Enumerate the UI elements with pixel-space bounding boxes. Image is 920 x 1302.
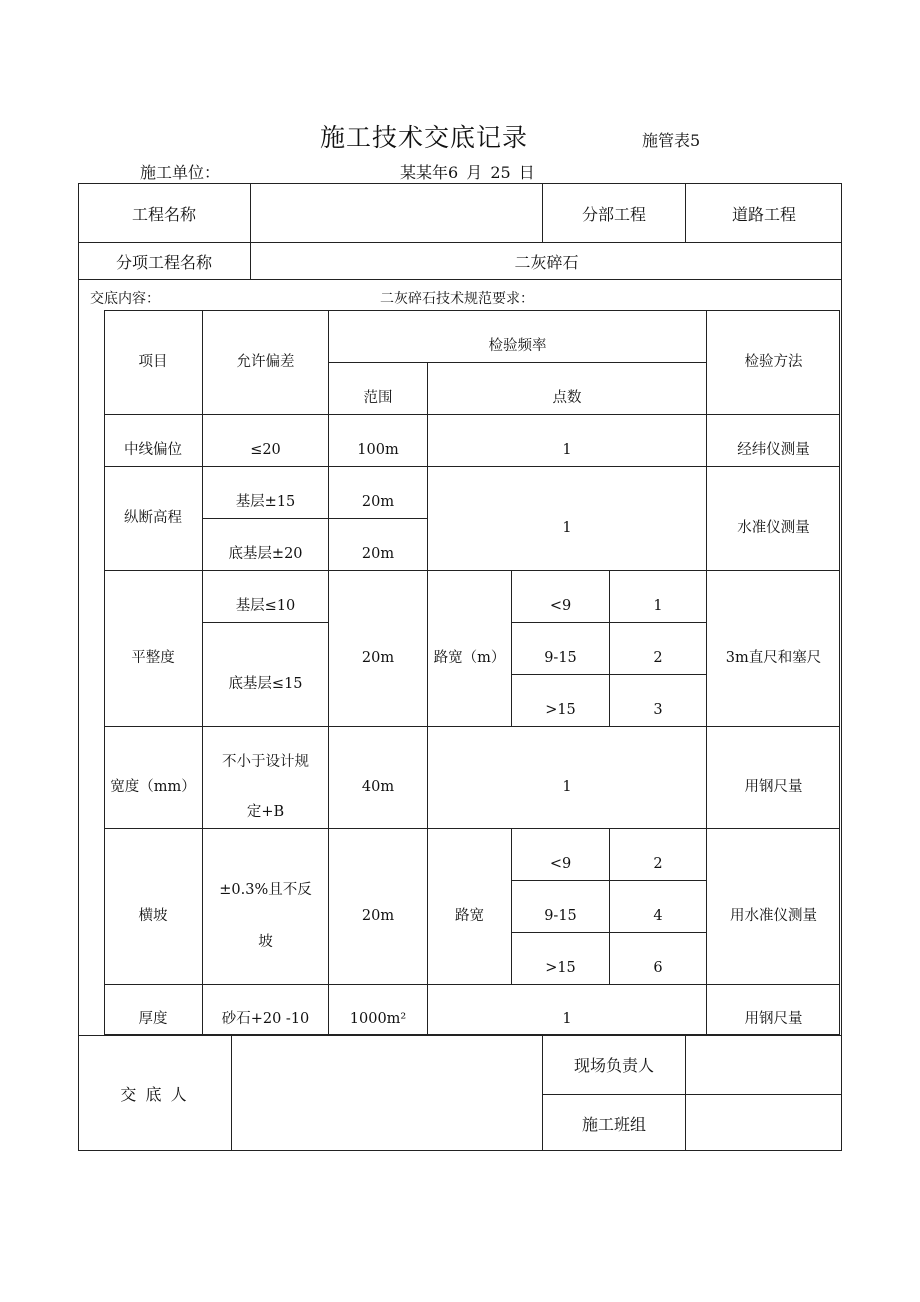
row-width-range: 40m bbox=[361, 778, 395, 795]
row-thickness-method: 用钢尺量 bbox=[744, 1011, 803, 1028]
row-slope-tol-line2: 坡 bbox=[258, 934, 273, 950]
item-name-label: 分项工程名称 bbox=[115, 252, 212, 272]
col-header-points: 点数 bbox=[552, 389, 582, 406]
row-thickness-tolerance: 砂石+20 -10 bbox=[221, 1011, 310, 1028]
row-width-item: 宽度（mm） bbox=[110, 778, 196, 795]
row-centerline-range: 100m bbox=[357, 441, 399, 458]
row-slope-method: 用水准仪测量 bbox=[730, 907, 817, 924]
row-flatness-width-1: <9 bbox=[549, 597, 572, 614]
row-elevation-points: 1 bbox=[562, 519, 572, 536]
row-flatness-item: 平整度 bbox=[131, 649, 175, 666]
row-flatness-tol-base: 基层≤10 bbox=[235, 597, 296, 614]
sub-project-value: 道路工程 bbox=[731, 204, 796, 224]
crew-label: 施工班组 bbox=[581, 1114, 646, 1134]
content-label: 交底内容： bbox=[90, 291, 160, 307]
page-title: 施工技术交底记录 bbox=[320, 123, 529, 152]
row-width-method: 用钢尺量 bbox=[744, 778, 803, 795]
row-slope-tol-line1: ±0.3%且不反 bbox=[219, 882, 312, 898]
row-thickness-item: 厚度 bbox=[138, 1011, 168, 1028]
date-text: 某某年6 月 25 日 bbox=[400, 163, 535, 182]
row-elevation-tol-subbase: 底基层±20 bbox=[228, 545, 303, 562]
col-header-frequency: 检验频率 bbox=[488, 337, 547, 354]
item-name-value: 二灰碎石 bbox=[514, 252, 579, 272]
row-elevation-range-subbase: 20m bbox=[361, 545, 395, 562]
row-flatness-tol-subbase: 底基层≤15 bbox=[228, 675, 303, 692]
row-slope-points-3: 6 bbox=[653, 959, 663, 976]
content-heading: 二灰碎石技术规范要求： bbox=[380, 291, 534, 307]
row-slope-width-3: >15 bbox=[545, 959, 576, 976]
project-name-label: 工程名称 bbox=[131, 204, 196, 224]
row-thickness-range: 1000m² bbox=[349, 1011, 407, 1028]
row-width-points: 1 bbox=[562, 778, 572, 795]
row-centerline-points: 1 bbox=[562, 441, 572, 458]
row-slope-points-1: 2 bbox=[653, 855, 663, 872]
row-elevation-item: 纵断高程 bbox=[124, 509, 182, 526]
site-manager-label: 现场负责人 bbox=[573, 1056, 654, 1075]
project-name-value bbox=[251, 183, 542, 243]
row-width-tol-line2: 定+B bbox=[246, 804, 285, 820]
sub-project-label: 分部工程 bbox=[581, 204, 646, 224]
row-flatness-width-2: 9-15 bbox=[544, 649, 577, 666]
row-centerline-item: 中线偏位 bbox=[124, 441, 182, 458]
row-flatness-method: 3m直尺和塞尺 bbox=[725, 649, 822, 666]
row-flatness-width-label: 路宽（m） bbox=[433, 649, 506, 666]
col-header-tolerance: 允许偏差 bbox=[236, 353, 295, 370]
site-manager-field[interactable] bbox=[686, 1035, 842, 1094]
col-header-item: 项目 bbox=[138, 353, 168, 370]
row-slope-points-2: 4 bbox=[653, 907, 663, 924]
row-flatness-width-3: >15 bbox=[545, 701, 576, 718]
row-flatness-points-1: 1 bbox=[653, 597, 663, 614]
row-thickness-points: 1 bbox=[562, 1011, 572, 1028]
col-header-method: 检验方法 bbox=[744, 353, 803, 370]
row-slope-range: 20m bbox=[361, 907, 395, 924]
row-elevation-method: 水准仪测量 bbox=[737, 519, 810, 536]
row-slope-width-label: 路宽 bbox=[455, 907, 484, 924]
row-flatness-range: 20m bbox=[361, 649, 395, 666]
row-elevation-range-base: 20m bbox=[361, 493, 395, 510]
construction-unit-label: 施工单位： bbox=[140, 163, 221, 182]
row-centerline-tolerance: ≤20 bbox=[250, 441, 281, 458]
row-flatness-points-3: 3 bbox=[653, 701, 663, 718]
row-elevation-tol-base: 基层±15 bbox=[235, 493, 296, 510]
form-number: 施管表5 bbox=[642, 131, 701, 150]
row-slope-tolerance bbox=[203, 838, 328, 994]
row-centerline-method: 经纬仪测量 bbox=[737, 441, 810, 458]
col-header-range: 范围 bbox=[363, 389, 393, 406]
row-slope-width-1: <9 bbox=[549, 855, 572, 872]
row-width-tolerance bbox=[203, 736, 328, 838]
row-slope-item: 横坡 bbox=[138, 907, 168, 924]
row-slope-width-2: 9-15 bbox=[544, 907, 577, 924]
crew-field[interactable] bbox=[686, 1095, 842, 1151]
discloser-label: 交 底 人 bbox=[120, 1084, 189, 1104]
row-flatness-points-2: 2 bbox=[653, 649, 663, 666]
discloser-signature-field[interactable] bbox=[232, 1035, 542, 1151]
row-width-tol-line1: 不小于设计规 bbox=[222, 754, 309, 770]
